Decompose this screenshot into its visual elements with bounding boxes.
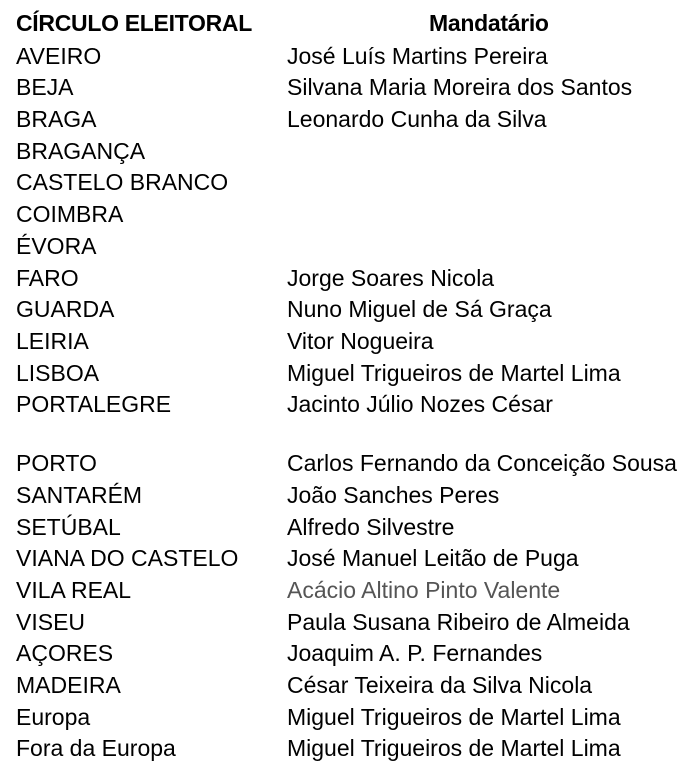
mandatario-cell: Carlos Fernando da Conceição Sousa [287, 450, 677, 477]
mandatario-cell: Miguel Trigueiros de Martel Lima [287, 703, 621, 730]
circulo-cell: AÇORES [16, 640, 114, 667]
table-row [0, 198, 696, 230]
table-row [0, 733, 696, 765]
mandatario-cell: Joaquim A. P. Fernandes [287, 640, 543, 667]
table-row [0, 543, 696, 575]
mandatario-cell: José Manuel Leitão de Puga [287, 545, 579, 572]
circulo-cell: AVEIRO [16, 42, 102, 69]
table-body [0, 40, 696, 764]
circulo-cell: Europa [16, 703, 91, 730]
circulo-cell: Fora da Europa [16, 735, 176, 762]
table-row [0, 72, 696, 104]
mandatario-cell: João Sanches Peres [287, 481, 500, 508]
circulo-cell: BRAGA [16, 106, 97, 133]
circulo-cell: SANTARÉM [16, 481, 143, 508]
mandatario-cell: Miguel Trigueiros de Martel Lima [287, 735, 621, 762]
table-row [0, 325, 696, 357]
table-row [0, 357, 696, 389]
table-row [0, 420, 696, 479]
table-row [0, 262, 696, 294]
circulo-cell: MADEIRA [16, 672, 121, 699]
table-row [0, 40, 696, 72]
mandatario-cell: Leonardo Cunha da Silva [287, 106, 547, 133]
circulo-cell: VILA REAL [16, 577, 132, 603]
mandatario-cell: Silvana Maria Moreira dos Santos [287, 74, 633, 101]
mandatario-cell: Miguel Trigueiros de Martel Lima [287, 359, 621, 386]
mandatario-cell: Acácio Altino Pinto Valente [287, 577, 561, 603]
circulo-cell: BEJA [16, 74, 74, 101]
table-row [0, 167, 696, 199]
circulo-cell: LEIRIA [16, 327, 89, 354]
header-circulo-eleitoral: CÍRCULO ELEITORAL [16, 10, 252, 36]
circulo-cell: SETÚBAL [16, 513, 121, 540]
circulo-cell: CASTELO BRANCO [16, 169, 229, 196]
circulo-cell: COIMBRA [16, 201, 124, 228]
table-row [0, 574, 696, 606]
table-row [0, 479, 696, 511]
table-row [0, 511, 696, 543]
mandatario-cell: Jacinto Júlio Nozes César [287, 391, 553, 418]
circulo-cell: PORTALEGRE [16, 391, 172, 418]
table-row [0, 135, 696, 167]
circulo-cell: VIANA DO CASTELO [16, 545, 239, 572]
mandatario-cell: Alfredo Silvestre [287, 513, 455, 540]
table-row [0, 103, 696, 135]
circulo-cell: ÉVORA [16, 232, 97, 259]
mandatario-cell: José Luís Martins Pereira [287, 42, 548, 69]
table-row [0, 389, 696, 421]
mandatario-cell: César Teixeira da Silva Nicola [287, 672, 593, 699]
circulo-cell: PORTO [16, 450, 97, 477]
circulo-cell: VISEU [16, 608, 86, 635]
table-row [0, 638, 696, 670]
mandatario-cell: Nuno Miguel de Sá Graça [287, 296, 552, 323]
mandatario-cell: Jorge Soares Nicola [287, 264, 495, 291]
table-row [0, 606, 696, 638]
table-header [0, 8, 696, 42]
header-mandatario: Mandatário [429, 10, 549, 36]
mandatario-cell: Vitor Nogueira [287, 327, 434, 354]
circulo-cell: BRAGANÇA [16, 137, 146, 164]
circulo-cell: GUARDA [16, 296, 115, 323]
circulo-cell: LISBOA [16, 359, 100, 386]
table-row [0, 669, 696, 701]
mandatario-cell: Paula Susana Ribeiro de Almeida [287, 608, 630, 635]
circulo-cell: FARO [16, 264, 79, 291]
table-row [0, 294, 696, 326]
table-row [0, 701, 696, 733]
table-row [0, 230, 696, 262]
